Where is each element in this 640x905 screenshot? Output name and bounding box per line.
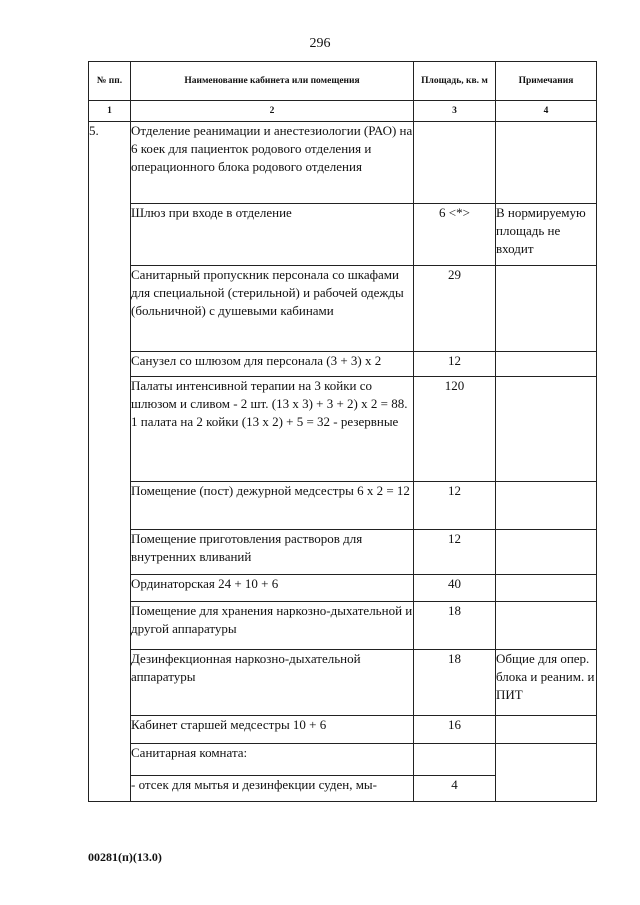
column-number: 3 — [414, 101, 496, 122]
room-name: Шлюз при входе в отделение — [131, 204, 414, 266]
table-header-row — [89, 62, 597, 101]
table-row — [89, 602, 597, 650]
room-name: Кабинет старшей медсестры 10 + 6 — [131, 716, 414, 744]
room-area: 12 — [414, 530, 496, 575]
room-note — [496, 482, 597, 530]
room-note — [496, 602, 597, 650]
table-row — [89, 530, 597, 575]
room-area: 18 — [414, 602, 496, 650]
room-name: - отсек для мытья и дезинфекции суден, мы- — [131, 776, 414, 802]
room-note: В нормируемую площадь не входит — [496, 204, 597, 266]
room-area: 6 <*> — [414, 204, 496, 266]
room-area: 29 — [414, 266, 496, 352]
table-row — [89, 377, 597, 482]
section-row — [89, 122, 597, 204]
room-name: Помещение (пост) дежурной медсестры 6 х 2 = 12 — [131, 482, 414, 530]
room-note — [496, 716, 597, 744]
room-area — [414, 744, 496, 776]
room-name: Помещение приготовления растворов для внутренних вливаний — [131, 530, 414, 575]
room-name: Ординаторская 24 + 10 + 6 — [131, 575, 414, 602]
header-area: Площадь, кв. м — [414, 62, 496, 101]
column-number: 4 — [496, 101, 597, 122]
room-area: 12 — [414, 352, 496, 377]
table-row — [89, 204, 597, 266]
header-number: № пп. — [89, 62, 131, 101]
room-area: 40 — [414, 575, 496, 602]
room-area: 120 — [414, 377, 496, 482]
room-name: Помещение для хранения наркозно-дыхательной и другой аппаратуры — [131, 602, 414, 650]
room-note — [496, 530, 597, 575]
room-name: Санузел со шлюзом для персонала (3 + 3) х 2 — [131, 352, 414, 377]
room-note — [496, 266, 597, 352]
room-note — [496, 744, 597, 802]
room-name: Санитарный пропускник персонала со шкафами для специальной (стерильной) и рабочей одежды (больничной) с душевыми кабинами — [131, 266, 414, 352]
page-number: 296 — [309, 36, 331, 51]
table-row — [89, 744, 597, 776]
table-row — [89, 266, 597, 352]
section-title: Отделение реанимации и анестезиологии (РАО) на 6 коек для пациенток родового отделения и операционного блока родового отделения — [131, 122, 414, 204]
header-notes: Примечания — [496, 62, 597, 101]
column-number: 2 — [131, 101, 414, 122]
table-row — [89, 716, 597, 744]
room-area: 12 — [414, 482, 496, 530]
header-room-name: Наименование кабинета или помещения — [131, 62, 414, 101]
room-note — [496, 575, 597, 602]
rooms-table — [88, 61, 597, 802]
room-area: 16 — [414, 716, 496, 744]
room-name: Палаты интенсивной терапии на 3 койки со шлюзом и сливом - 2 шт. (13 х 3) + 3 + 2) х 2 = 88. 1 палата на 2 койки (13 х 2) + 5 = 32 - резервные — [131, 377, 414, 482]
room-name: Санитарная комната: — [131, 744, 414, 776]
column-numbers-row — [89, 101, 597, 122]
room-name: Дезинфекционная наркозно-дыхательной аппаратуры — [131, 650, 414, 716]
room-area: 18 — [414, 650, 496, 716]
column-number: 1 — [89, 101, 131, 122]
section-number: 5. — [89, 122, 131, 802]
room-note — [496, 352, 597, 377]
table-row — [89, 575, 597, 602]
room-note — [496, 377, 597, 482]
table-row — [89, 482, 597, 530]
table-row — [89, 650, 597, 716]
table-row — [89, 352, 597, 377]
room-area: 4 — [414, 776, 496, 802]
document-code: 00281(п)(13.0) — [88, 850, 162, 864]
room-note: Общие для опер. блока и реаним. и ПИТ — [496, 650, 597, 716]
